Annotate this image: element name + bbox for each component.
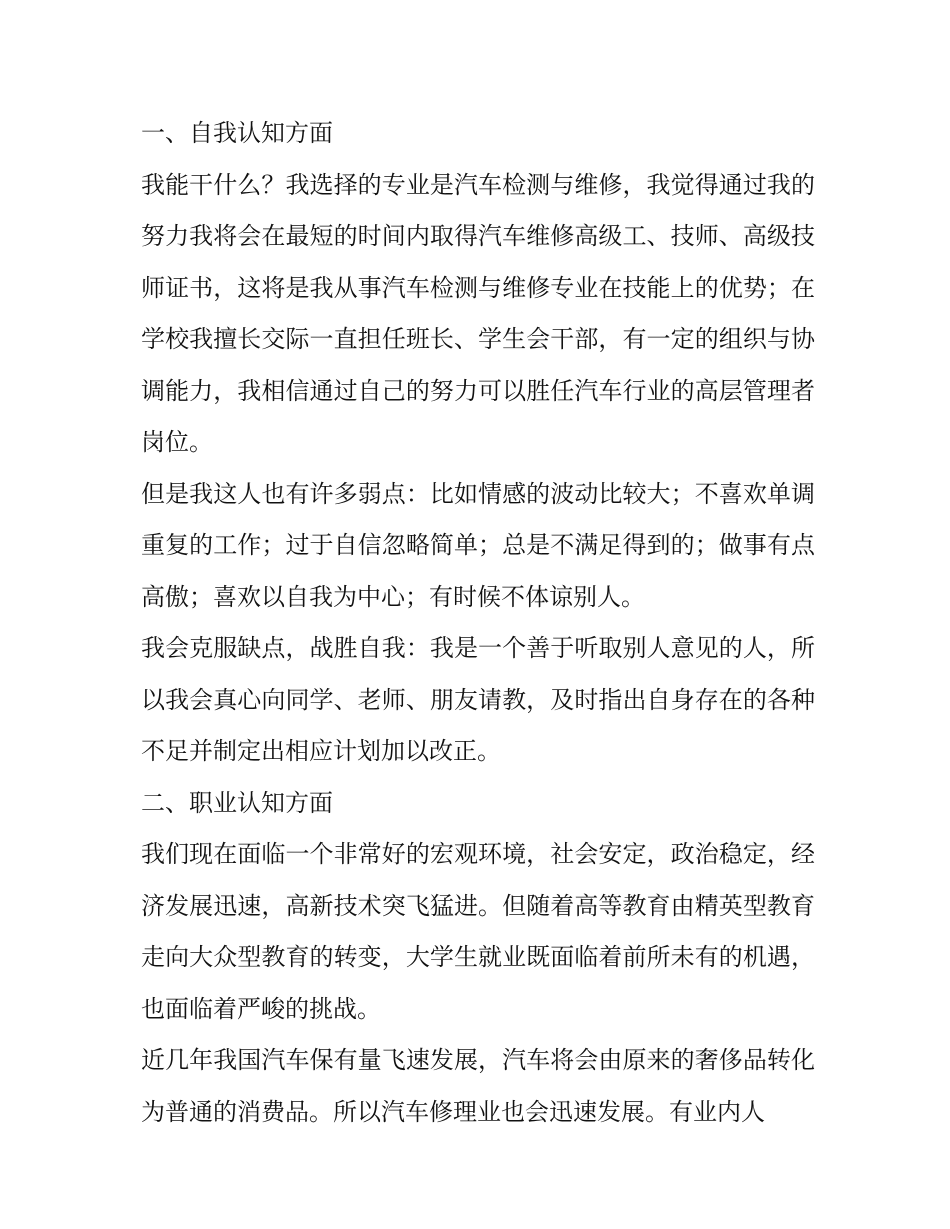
paragraph-macro-environment: 我们现在面临一个非常好的宏观环境，社会安定，政治稳定，经济发展迅速，高新技术突飞猛进。但随着高等教育由精英型教育走向大众型教育的转变，大学生就业既面临着前所未有的机遇，也面临着严峻的挑战。 — [141, 840, 815, 1023]
paragraph-weaknesses: 但是我这人也有许多弱点：比如情感的波动比较大；不喜欢单调重复的工作；过于自信忽略简单；总是不满足得到的；做事有点高傲；喜欢以自我为中心；有时候不体谅别人。 — [141, 479, 815, 611]
section-heading-career-awareness: 二、职业认知方面 — [141, 788, 333, 817]
paragraph-self-improvement: 我会克服缺点，战胜自我：我是一个善于听取别人意见的人，所以我会真心向同学、老师、朋友请教，及时指出自身存在的各种不足并制定出相应计划加以改正。 — [141, 634, 815, 765]
document-body — [141, 108, 815, 1138]
paragraph-strengths: 我能干什么？我选择的专业是汽车检测与维修，我觉得通过我的努力我将会在最短的时间内取得汽车维修高级工、技师、高级技师证书，这将是我从事汽车检测与维修专业在技能上的优势；在学校我擅长交际一直担任班长、学生会干部，有一定的组织与协调能力，我相信通过自己的努力可以胜任汽车行业的高层管理者岗位。 — [141, 170, 815, 456]
section-heading-self-awareness: 一、自我认知方面 — [141, 119, 333, 147]
paragraph-auto-industry: 近几年我国汽车保有量飞速发展，汽车将会由原来的奢侈品转化为普通的消费品。所以汽车修理业也会迅速发展。有业内人 — [141, 1046, 815, 1126]
